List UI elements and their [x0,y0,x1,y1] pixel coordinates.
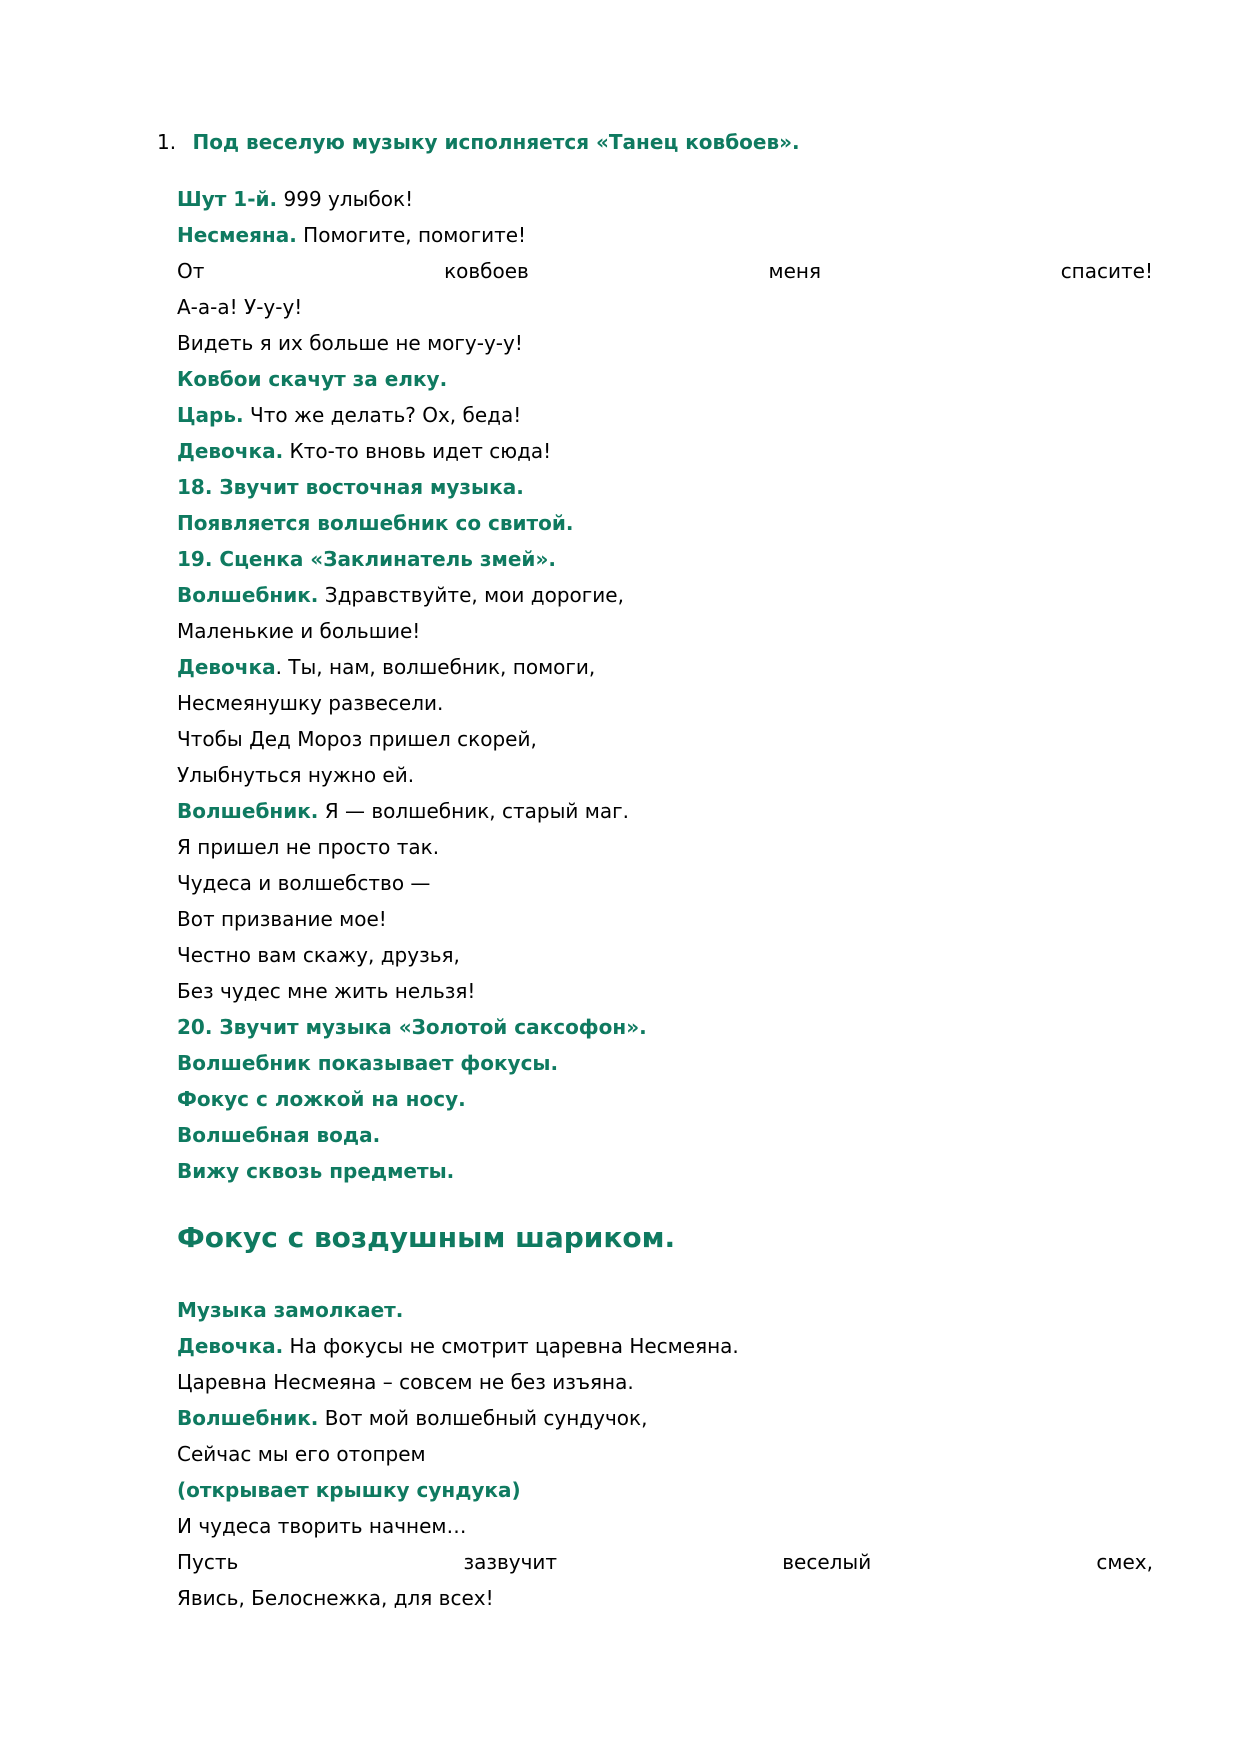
script-block-1 [177,181,1153,1189]
script-line: Несмеянушку развесели. [177,691,444,715]
stage-direction: Фокус с ложкой на носу. [177,1087,466,1111]
section-heading: Фокус с воздушным шариком. [177,1221,676,1254]
script-line: Сейчас мы его отопрем [177,1442,426,1466]
speaker-name: Волшебник. [177,799,319,823]
line-text: Помогите, помогите! [296,223,527,247]
stage-direction: Вижу сквозь предметы. [177,1159,455,1183]
script-line: Маленькие и большие! [177,619,421,643]
script-line: Видеть я их больше не могу-у-у! [177,331,523,355]
line-text: Вот мой волшебный сундучок, [318,1406,648,1430]
stage-direction: Волшебная вода. [177,1123,381,1147]
script-line-justified [177,253,1153,289]
word: ковбоев [444,259,529,283]
script-line [177,577,1153,613]
script-line: И чудеса творить начнем… [177,1514,467,1538]
script-line [177,1400,1153,1436]
speaker-name: Царь. [177,403,244,427]
numbered-heading [157,128,800,156]
script-line: Чудеса и волшебство — [177,871,431,895]
script-line: Без чудес мне жить нельзя! [177,979,476,1003]
stage-direction: (открывает крышку сундука) [177,1478,521,1502]
speaker-name: Девочка. [177,1334,284,1358]
script-block-2 [177,1292,1153,1616]
line-text: Здравствуйте, мои дорогие, [318,583,624,607]
script-line [177,181,1153,217]
word: Пусть [177,1550,239,1574]
word: меня [768,259,822,283]
script-line: Честно вам скажу, друзья, [177,943,460,967]
script-line: Явись, Белоснежка, для всех! [177,1586,494,1610]
stage-direction: 18. Звучит восточная музыка. [177,475,524,499]
line-text: . Ты, нам, волшебник, помоги, [275,655,596,679]
stage-direction: 19. Сценка «Заклинатель змей». [177,547,556,571]
script-line-justified [177,1544,1153,1580]
heading-text: Под веселую музыку исполняется «Танец ковбоев». [192,130,800,154]
script-line: Я пришел не просто так. [177,835,440,859]
line-text: Кто-то вновь идет сюда! [283,439,552,463]
list-number: 1. [157,130,177,154]
word: От [177,259,205,283]
line-text: 999 улыбок! [277,187,414,211]
script-line [177,217,1153,253]
stage-direction: Появляется волшебник со свитой. [177,511,574,535]
script-line [177,397,1153,433]
script-line: А-а-а! У-у-у! [177,295,303,319]
word: зазвучит [463,1550,558,1574]
stage-direction: Волшебник показывает фокусы. [177,1051,559,1075]
speaker-name: Девочка. [177,439,284,463]
stage-direction: Ковбои скачут за елку. [177,367,448,391]
script-line: Вот призвание мое! [177,907,387,931]
word: смех, [1096,1550,1153,1574]
line-text: Я — волшебник, старый маг. [318,799,629,823]
stage-direction: Музыка замолкает. [177,1298,404,1322]
speaker-name: Волшебник. [177,1406,319,1430]
script-line: Царевна Несмеяна – совсем не без изъяна. [177,1370,634,1394]
script-line [177,1328,1153,1364]
word: веселый [782,1550,872,1574]
script-line: Чтобы Дед Мороз пришел скорей, [177,727,537,751]
speaker-name: Волшебник. [177,583,319,607]
word: спасите! [1060,259,1153,283]
script-line [177,433,1153,469]
script-line [177,649,1153,685]
speaker-name: Шут 1-й. [177,187,278,211]
speaker-name: Девочка [177,655,276,679]
line-text: Что же делать? Ох, беда! [243,403,522,427]
line-text: На фокусы не смотрит царевна Несмеяна. [283,1334,739,1358]
script-line: Улыбнуться нужно ей. [177,763,415,787]
speaker-name: Несмеяна. [177,223,297,247]
stage-direction: 20. Звучит музыка «Золотой саксофон». [177,1015,647,1039]
script-line [177,793,1153,829]
